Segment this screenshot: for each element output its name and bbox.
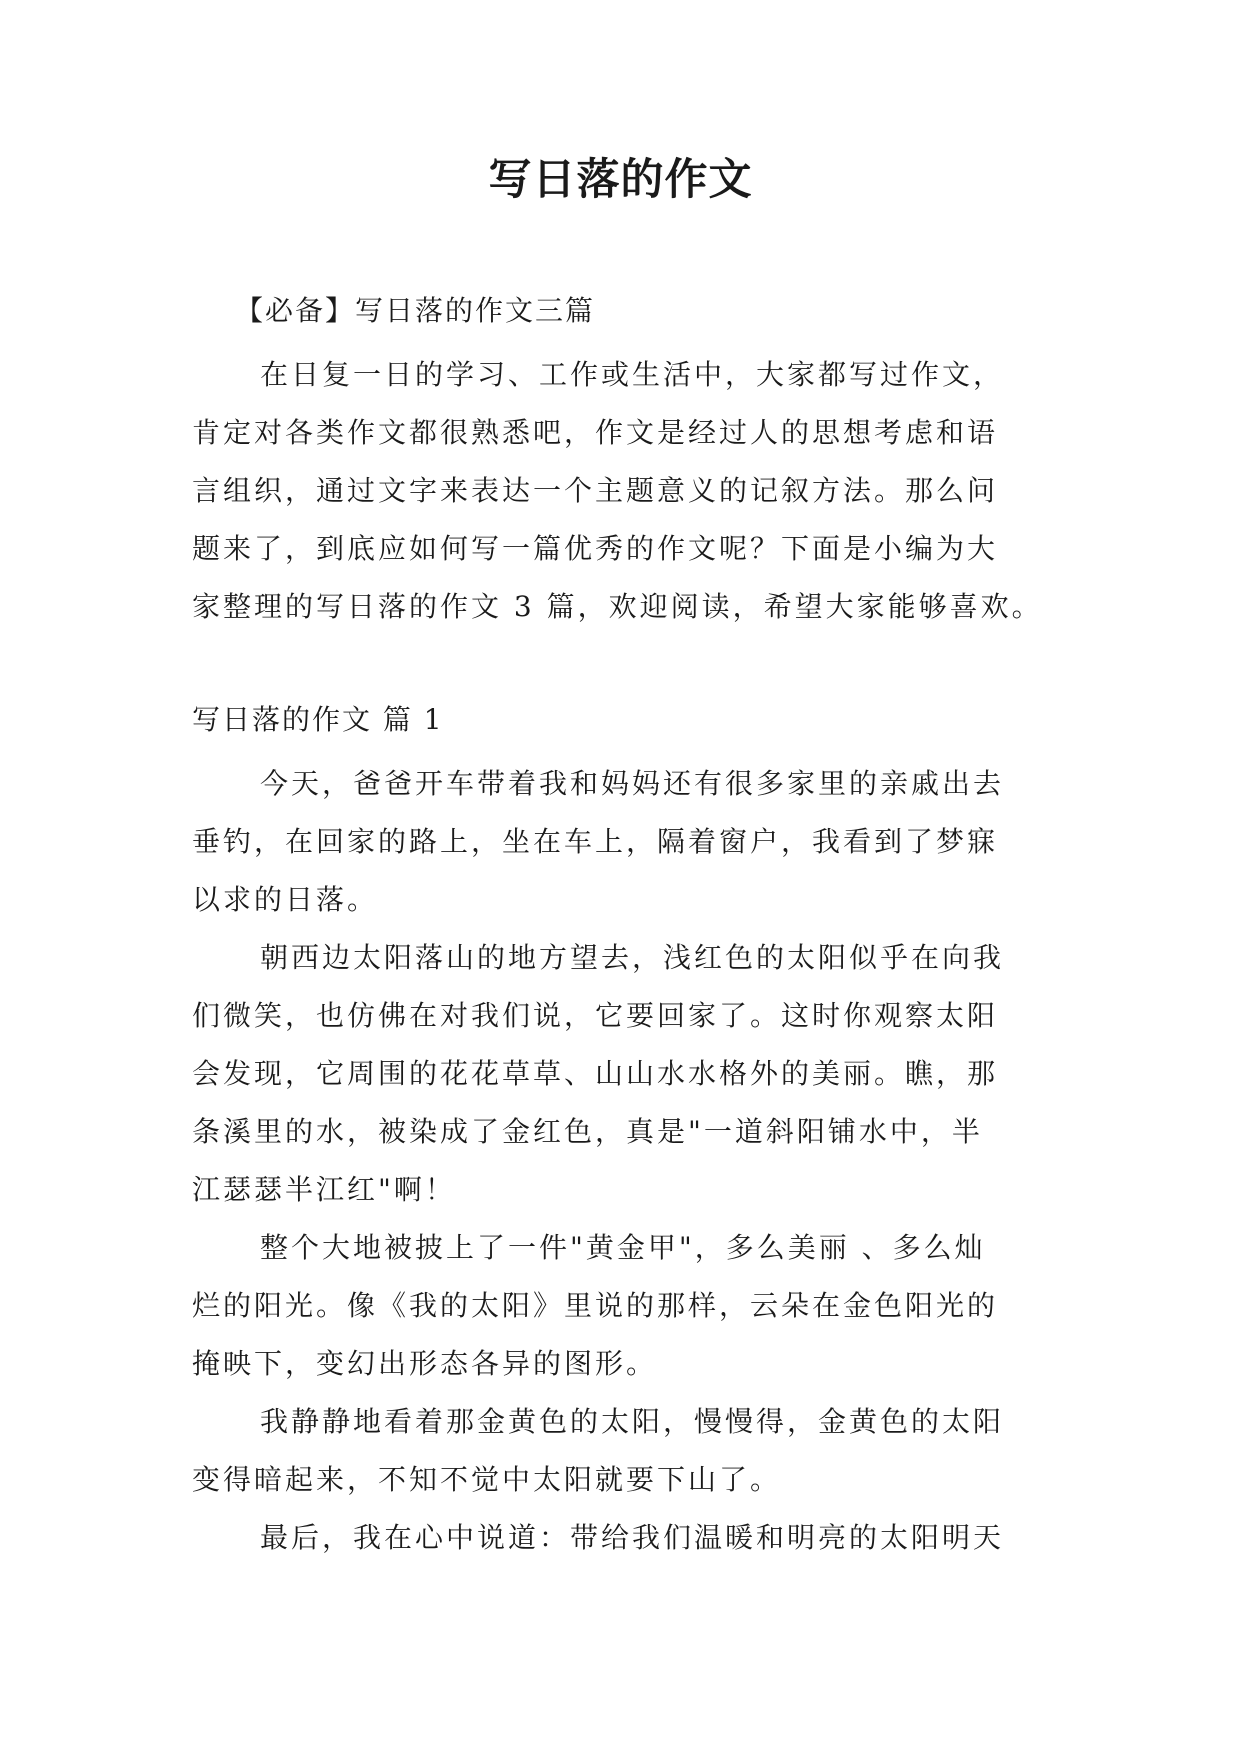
body-line: 我静静地看着那金黄色的太阳，慢慢得，金黄色的太阳: [260, 1405, 1005, 1438]
intro-line: 在日复一日的学习、工作或生活中，大家都写过作文，: [260, 358, 1005, 391]
body-line: 江瑟瑟半江红"啊！: [192, 1173, 456, 1206]
body-line: 朝西边太阳落山的地方望去，浅红色的太阳似乎在向我: [260, 941, 1005, 974]
body-line: 掩映下，变幻出形态各异的图形。: [192, 1347, 658, 1380]
body-line: 整个大地被披上了一件"黄金甲"，多么美丽 、多么灿: [260, 1231, 986, 1264]
intro-line: 题来了，到底应如何写一篇优秀的作文呢？下面是小编为大: [192, 532, 999, 565]
body-line: 们微笑，也仿佛在对我们说，它要回家了。这时你观察太阳: [192, 999, 999, 1032]
intro-line: 肯定对各类作文都很熟悉吧，作文是经过人的思想考虑和语: [192, 416, 999, 449]
intro-line: 言组织，通过文字来表达一个主题意义的记叙方法。那么问: [192, 474, 999, 507]
document-subtitle: 【必备】写日落的作文三篇: [235, 294, 596, 327]
body-line: 以求的日落。: [192, 883, 379, 916]
body-line: 最后，我在心中说道：带给我们温暖和明亮的太阳明天: [260, 1521, 1005, 1554]
section-heading: 写日落的作文 篇 1: [192, 703, 444, 736]
body-line: 条溪里的水，被染成了金红色，真是"一道斜阳铺水中，半: [192, 1115, 983, 1148]
body-line: 变得暗起来，不知不觉中太阳就要下山了。: [192, 1463, 782, 1496]
body-line: 垂钓，在回家的路上，坐在车上，隔着窗户，我看到了梦寐: [192, 825, 999, 858]
intro-line: 家整理的写日落的作文 3 篇，欢迎阅读，希望大家能够喜欢。: [192, 590, 1043, 623]
body-line: 烂的阳光。像《我的太阳》里说的那样，云朵在金色阳光的: [192, 1289, 999, 1322]
body-line: 今天，爸爸开车带着我和妈妈还有很多家里的亲戚出去: [260, 767, 1005, 800]
intro-paragraph: [192, 346, 1052, 636]
essay-body: [192, 755, 1052, 1567]
document-title: 写日落的作文: [488, 155, 753, 205]
body-line: 会发现，它周围的花花草草、山山水水格外的美丽。瞧，那: [192, 1057, 999, 1090]
